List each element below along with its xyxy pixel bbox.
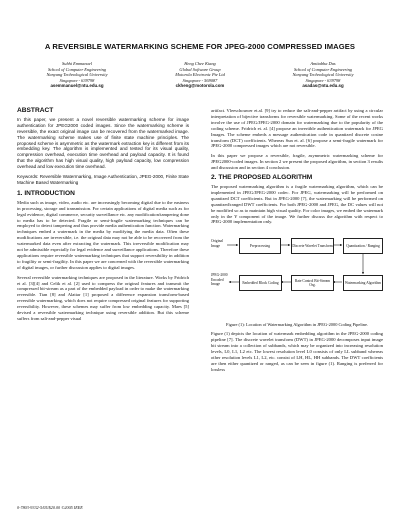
author-city: Singapore - 639798	[59, 77, 95, 83]
author-email: asemmanuel@ntu.edu.sg	[50, 83, 104, 89]
embedded-block-coding-box: Embedded Block Coding	[239, 275, 282, 291]
jpeg2000-output-label: JPEG-2000 Encoded Image	[211, 273, 228, 286]
author-3	[264, 61, 382, 89]
abstract-section	[17, 108, 189, 170]
author-inst: Nanyang Technological University	[292, 72, 354, 78]
author-1	[18, 61, 136, 89]
preprocessing-box: Preprocessing	[239, 238, 281, 254]
author-org: Global Software Group	[179, 66, 221, 72]
author-name: Subhi Emmanuel	[62, 61, 92, 66]
dwt-box: Discrete Wavelet Transform	[291, 238, 334, 254]
author-org: School of Computer Engineering	[48, 66, 106, 72]
author-inst: Motorola Electronic Pte Ltd	[175, 72, 225, 78]
original-image-label: Original Image	[211, 239, 223, 248]
author-name: Amitabha Das	[310, 61, 336, 66]
author-2	[141, 61, 259, 89]
author-name: Heng Chee Kiang	[184, 61, 216, 66]
paper-title: A REVERSIBLE WATERMARKING SCHEME FOR JPEG-2000 COMPRESSED IMAGES	[44, 42, 356, 51]
figure-caption: Figure (1): Location of Watermarking Algorithm in JPEG-2000 Coding Pipeline.	[226, 322, 368, 328]
intro-paragraph: Media such as image, video, audio etc. are increasingly becoming digital due to the easiness in processing, storage and transmission. For certain applications of digital media such as for legal evidence, digital commerce, security surveillance etc. any modification/tampering done to media has to be detected. Fragile or semi-fragile watermarking techniques can be employed to detect tampering and thus provide media authentication function. Watermarking techniques embed a watermark in the media by modifying the media data. Often these modifications are irreversible, i.e. the original data may not be able to be recovered from the watermarked data even after extracting the watermark. This irreversible modification may not be admissible especially for legal evidence and surveillance applications. Therefore these applications require reversible watermarking techniques that support reversibility in addition to fragility or semi-fragility. In this paper we are concerned with the reversible watermarking of digital images, or further discussion applies to digital images.	[17, 199, 189, 270]
body-paragraph: Figure (1) depicts the location of watermark embedding algorithm in the JPEG-2000 coding pipeline [7]. The discrete wavelet transform (DWT) in JPEG-2000 decomposes input image bit stream into a collection of subbands, which may be organized into increasing resolution levels, L0, L1, L2 etc. The lowest resolution level L0 consists of only LL subband whereas other resolution levels L1, L2, etc. consist of LH, HL, HH subbands. The DWT coefficients are then either quantized or ranged, as can be seen in figure (1). Ranging is preferred for lossless	[211, 331, 383, 372]
abstract-heading: ABSTRACT	[17, 107, 54, 114]
left-column	[17, 108, 189, 326]
quantization-box: Quantization / Ranging	[343, 238, 383, 254]
author-city: Singapore - 569087	[182, 77, 218, 83]
body-paragraph: The proposed watermarking algorithm is a fragile watermarking algorithm, which can be implemented in JPEG/JPEG-2000 codec. For JPEG, watermarking will be performed on quantized DCT coefficients. But in JPEG-2000 [7], the watermarking will be performed on quantized/ranged DWT coefficients. For both JPEG-2000 and JPEG, the DC values will not be modified so as to maintain high visual quality. For color images, we embed the watermark only in the Y component of the image. We further discuss the algorithm with respect to JPEG-2000 implementation only.	[211, 183, 383, 225]
watermarking-box: Watermarking Algorithm	[343, 275, 383, 291]
intro-heading: 1. INTRODUCTION	[17, 189, 75, 197]
author-block	[18, 61, 382, 89]
intro-paragraph: Several reversible watermarking techniques are proposed in the literature. Works by Fridrich et al. [3][4] and Celik et al. [2] used to compress the original features and transmit the compressed bit-stream as a part of the embedded payload in order to make the watermarking reversible. Tian [8] and Alattar [1] proposed a difference expansion transform-based reversible watermarking, which does not require compressed original features for supporting reversibility. However, these schemes may suffer from low embedding capacity. Maes [5] devised a reversible watermarking technique using reversible addition. But this scheme suffers from salt-and-pepper visual	[17, 274, 189, 321]
author-inst: Nanyang Technological University	[46, 72, 108, 78]
algorithm-heading: 2. THE PROPOSED ALGORITHM	[211, 174, 313, 182]
author-org: School of Computer Engineering	[294, 66, 352, 72]
body-paragraph: artifact. Vleeschouwer et.al. [9] try to reduce the salt-and-pepper artifact by using a circular interpretation of bijective transforms for reversible watermarking. Some of the recent works involve the use of JPEG/JPEG-2000 domain for watermarking due to the popularity of the coding scheme. Fridrich et. al. [4] propose an invertible authentication watermark for JPEG Images. The scheme embeds a message authentication code in quantized discrete cosine transform (DCT) coefficients. Whereas Sun et. al. [6] propose a semi-fragile watermark for JPEG-2000 compressed images which are not reversible.	[211, 108, 383, 149]
keywords: Keywords: Reversible Watermarking, Image Authentication, JPEG-2000, Finite State Machine Based Watermarking	[17, 174, 189, 185]
body-paragraph: In this paper we propose a reversible, fragile, asymmetric watermarking scheme for JPEG2000-coded images. In section 2 we present the proposed algorithm, in section 3 results and discussion and in section 4 conclusion.	[211, 153, 383, 171]
author-email: ckheng@motorola.com	[175, 83, 225, 89]
author-city: Singapore - 639798	[305, 77, 341, 83]
copyright-footer: 0-7803-9332-5/05/$20.00 ©2005 IEEE	[17, 505, 83, 510]
right-column	[211, 108, 383, 377]
pipeline-figure	[211, 229, 383, 319]
abstract-text: In this paper, we present a novel reversible watermarking scheme for image authentication for JPEG2000 coded images. Since the watermarking scheme is reversible, the exact original image can be recovered from the watermarked image. The watermarking scheme makes use of finite state machine principles. The proposed scheme is asymmetric as the watermark extraction key is different from its embedding key. The algorithm is implemented and tested for its visual quality, compression overhead, execution time overhead and payload capacity. It is found that the algorithm has high visual quality, high payload capacity, low compression overhead and low execution time overhead.	[17, 116, 189, 170]
rate-control-box: Rate Control Bit-Stream Org.	[291, 275, 334, 291]
author-email: asadas@ntu.edu.sg	[302, 83, 344, 89]
